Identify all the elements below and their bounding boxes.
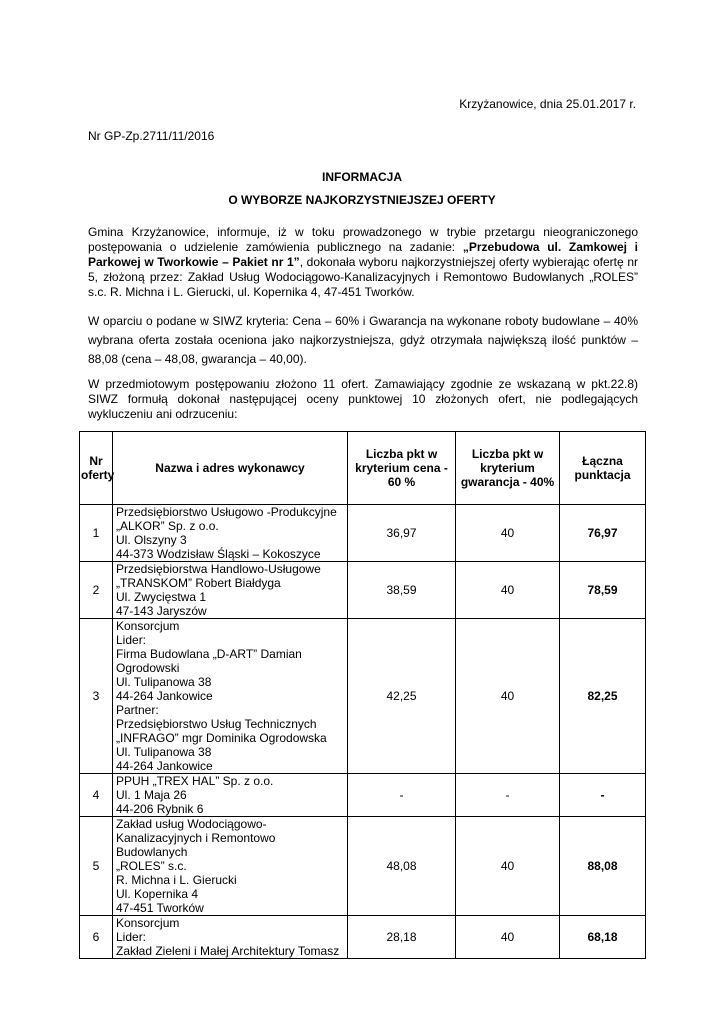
contractor-name-address: [113, 562, 348, 619]
reference-number: Nr GP-Zp.2711/11/2016: [88, 129, 215, 143]
paragraph-selection-text-2: , dokonała wyboru najkorzystniejszej oferty wybierając ofertę nr 5, złożoną przez: Zakład Usług Wodociągowo-Kanalizacyjnych i Remontowo Budowlanych „ROLES” s.c. R. Michna i L. Gierucki, ul. Kopernika 4, 47-451 Tworków.: [88, 255, 638, 299]
contractor-line: Zakład Zieleni i Małej Architektury Tomasz: [116, 944, 340, 958]
contractor-line: Ul. Kopernika 4: [116, 887, 199, 901]
header-warranty-points: Liczba pkt w kryterium gwarancja - 40%: [456, 432, 560, 505]
contractor-line: Ul. Zwycięstwa 1: [116, 590, 207, 604]
total-points: 78,59: [560, 562, 646, 619]
contractor-line: 44-373 Wodzisław Śląski – Kokoszyce: [116, 547, 321, 561]
offers-table: [79, 431, 646, 959]
price-points: -: [348, 774, 456, 817]
contractor-line: Lider:: [116, 930, 147, 944]
offers-table-body: [80, 505, 646, 959]
task-name: „Przebudowa ul. Zamkowej i Parkowej w Tworkowie – Pakiet nr 1”: [88, 240, 638, 269]
header-price-points: Liczba pkt w kryterium cena - 60 %: [348, 432, 456, 505]
price-points: 28,18: [348, 916, 456, 959]
contractor-line: Ogrodowski: [116, 661, 180, 675]
contractor-line: „TRANSKOM” Robert Białdyga: [116, 576, 281, 590]
paragraph-selection: [88, 225, 638, 300]
offer-number: 1: [80, 505, 113, 562]
contractor-name-address: [113, 774, 348, 817]
contractor-line: „INFRAGO” mgr Dominika Ogrodowska: [116, 731, 327, 745]
contractor-line: Ul. 1 Maja 26: [116, 788, 187, 802]
contractor-line: Kanalizacyjnych i Remontowo: [116, 831, 276, 845]
table-row: [80, 562, 646, 619]
table-row: [80, 916, 646, 959]
price-points: 48,08: [348, 817, 456, 916]
table-row: [80, 619, 646, 774]
contractor-line: PPUH „TREX HAL” Sp. z o.o.: [116, 774, 274, 788]
total-points: -: [560, 774, 646, 817]
contractor-line: Zakład usług Wodociągowo-: [116, 817, 267, 831]
contractor-line: 47-143 Jaryszów: [116, 604, 207, 618]
offer-number: 6: [80, 916, 113, 959]
contractor-line: 44-264 Jankowice: [116, 759, 213, 773]
total-points: 68,18: [560, 916, 646, 959]
document-title: INFORMACJA: [322, 170, 402, 184]
contractor-line: Ul. Tulipanowa 38: [116, 745, 212, 759]
contractor-line: Konsorcjum: [116, 916, 180, 930]
header-nr: Nr oferty: [80, 432, 113, 505]
table-row: [80, 505, 646, 562]
warranty-points: 40: [456, 562, 560, 619]
total-points: 88,08: [560, 817, 646, 916]
offer-number: 4: [80, 774, 113, 817]
offer-number: 2: [80, 562, 113, 619]
contractor-line: „ROLES” s.c.: [116, 859, 187, 873]
contractor-name-address: [113, 916, 348, 959]
table-row: [80, 774, 646, 817]
contractor-name-address: [113, 619, 348, 774]
contractor-name-address: [113, 817, 348, 916]
paragraph-criteria: W oparciu o podane w SIWZ kryteria: Cena – 60% i Gwarancja na wykonane roboty budowlane – 40% wybrana oferta została oceniona jako najkorzystniejsza, gdyż otrzymała największą ilość punktów – 88,08 (cena – 48,08, gwarancja – 40,00).: [88, 314, 638, 366]
date-place: Krzyżanowice, dnia 25.01.2017 r.: [459, 97, 636, 111]
table-header-row: [80, 432, 646, 505]
paragraph-selection-text-1: Gmina Krzyżanowice, informuje, iż w toku prowadzonego w trybie przetargu nieograniczonego postępowania o udzielenie zamówienia publicznego na zadanie:: [88, 225, 638, 254]
contractor-line: Konsorcjum: [116, 619, 180, 633]
contractor-line: Budowlanych: [116, 845, 188, 859]
price-points: 36,97: [348, 505, 456, 562]
header-total-points: Łączna punktacja: [560, 432, 646, 505]
warranty-points: 40: [456, 619, 560, 774]
warranty-points: 40: [456, 916, 560, 959]
contractor-name-address: [113, 505, 348, 562]
contractor-line: Firma Budowlana „D-ART” Damian: [116, 647, 302, 661]
contractor-line: Ul. Olszyny 3: [116, 533, 187, 547]
contractor-line: „ALKOR” Sp. z o.o.: [116, 519, 219, 533]
warranty-points: 40: [456, 505, 560, 562]
contractor-line: Ul. Tulipanowa 38: [116, 675, 212, 689]
contractor-line: R. Michna i L. Gierucki: [116, 873, 237, 887]
contractor-line: Przedsiębiorstwa Handlowo-Usługowe: [116, 562, 321, 576]
warranty-points: 40: [456, 817, 560, 916]
contractor-line: Przedsiębiorstwo Usług Technicznych: [116, 717, 317, 731]
contractor-line: 44-206 Rybnik 6: [116, 802, 204, 816]
total-points: 82,25: [560, 619, 646, 774]
contractor-line: Przedsiębiorstwo Usługowo -Produkcyjne: [116, 505, 337, 519]
table-row: [80, 817, 646, 916]
contractor-line: 44-264 Jankowice: [116, 689, 213, 703]
price-points: 42,25: [348, 619, 456, 774]
price-points: 38,59: [348, 562, 456, 619]
contractor-line: 47-451 Tworków: [116, 901, 204, 915]
document-subtitle: O WYBORZE NAJKORZYSTNIEJSZEJ OFERTY: [228, 193, 496, 207]
contractor-line: Partner:: [116, 703, 159, 717]
warranty-points: -: [456, 774, 560, 817]
paragraph-offers-count: W przedmiotowym postępowaniu złożono 11 ofert. Zamawiający zgodnie ze wskazaną w pkt.22.8) SIWZ formułą dokonał następującej oceny punktowej 10 złożonych ofert, nie podlegających wykluczeniu ani odrzuceniu:: [88, 377, 638, 421]
total-points: 76,97: [560, 505, 646, 562]
header-name: Nazwa i adres wykonawcy: [113, 432, 348, 505]
offer-number: 5: [80, 817, 113, 916]
contractor-line: Lider:: [116, 633, 147, 647]
offer-number: 3: [80, 619, 113, 774]
